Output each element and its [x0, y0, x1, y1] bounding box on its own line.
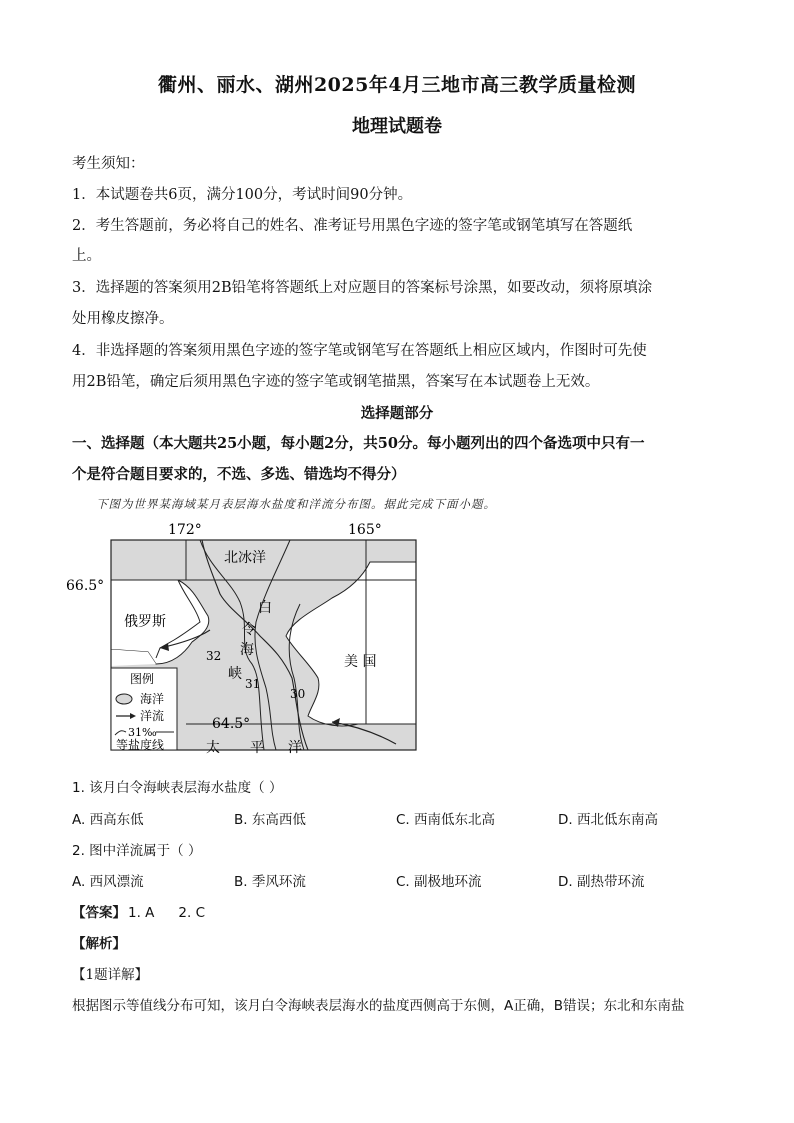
- salinity-current-map: [60, 518, 440, 768]
- notice-item-3-cont: 处用橡皮擦净。: [72, 311, 174, 327]
- label-lat-66-5: 66.5°: [66, 578, 105, 594]
- legend-ocean-label: 海洋: [140, 692, 165, 706]
- label-russia: 俄罗斯: [124, 614, 166, 630]
- label-bering-2: 令: [242, 622, 256, 638]
- legend-current-label: 洋流: [140, 709, 165, 723]
- label-pacific-1: 太: [206, 740, 220, 756]
- analysis-q1-text: 根据图示等值线分布可知，该月白令海峡表层海水的盐度西侧高于东侧，A正确，B错误；东北和东南盐: [72, 998, 685, 1014]
- notice-item-4-cont: 用2B铅笔，确定后须用黑色字迹的签字笔或钢笔描黑，答案写在本试题卷上无效。: [72, 374, 600, 390]
- answer-line: [72, 901, 205, 921]
- q1-option-a: A. 西高东低: [72, 812, 144, 828]
- answer-tag: 【答案】: [72, 905, 126, 921]
- section-title: 选择题部分: [360, 405, 434, 422]
- exam-subtitle: 地理试题卷: [352, 116, 442, 137]
- notice-heading: 考生须知：: [72, 156, 145, 172]
- answer-q2: 2. C: [178, 905, 206, 921]
- q1-option-d: D. 西北低东南高: [558, 812, 658, 828]
- answer-q1: 1. A: [128, 905, 155, 921]
- exam-title: 衢州、丽水、湖州2025年4月三地市高三教学质量检测: [157, 74, 637, 96]
- label-lat-64-5: 64.5°: [212, 716, 251, 732]
- q2-option-a: A. 西风漂流: [72, 874, 144, 890]
- q2-option-c: C. 副极地环流: [396, 874, 482, 890]
- label-usa: 美 国: [344, 654, 377, 670]
- legend-title: 图例: [130, 672, 155, 686]
- label-bering-4: 峡: [228, 666, 242, 682]
- q1-option-b: B. 东高西低: [234, 812, 306, 828]
- label-iso-31: 31: [245, 677, 261, 691]
- legend-isoline-value: 31‰: [128, 726, 157, 739]
- question-2-stem: 2. 图中洋流属于（ ）: [72, 843, 202, 859]
- label-pacific-2: 平: [250, 740, 264, 756]
- q1-option-c: C. 西南低东北高: [396, 812, 496, 828]
- analysis-q1-tag: 【1题详解】: [72, 967, 149, 983]
- legend-ocean-swatch: [116, 694, 132, 704]
- label-lon-165: 165°: [348, 522, 382, 538]
- label-iso-32: 32: [206, 649, 222, 663]
- notice-item-2-cont: 上。: [72, 248, 101, 264]
- label-iso-30: 30: [290, 687, 306, 701]
- section-instruction-2: 个是符合题目要求的，不选、多选、错选均不得分）: [72, 466, 406, 483]
- label-bering-1: 白: [258, 600, 272, 616]
- legend-isoline-label: 等盐度线: [116, 738, 165, 752]
- q2-option-d: D. 副热带环流: [558, 874, 645, 890]
- q2-option-b: B. 季风环流: [234, 874, 306, 890]
- notice-item-4: 4．非选择题的答案须用黑色字迹的签字笔或钢笔写在答题纸上相应区域内，作图时可先使: [72, 343, 647, 359]
- label-bering-3: 海: [240, 642, 254, 658]
- question-1-stem: 1. 该月白令海峡表层海水盐度（ ）: [72, 780, 283, 796]
- notice-item-3: 3．选择题的答案须用2B铅笔将答题纸上对应题目的答案标号涂黑，如要改动，须将原填涂: [72, 280, 653, 296]
- label-pacific-3: 洋: [288, 740, 302, 756]
- notice-item-1: 1．本试题卷共6页，满分100分，考试时间90分钟。: [72, 187, 413, 203]
- label-arctic-ocean: 北冰洋: [224, 550, 266, 566]
- notice-item-2: 2．考生答题前，务必将自己的姓名、准考证号用黑色字迹的签字笔或钢笔填写在答题纸: [72, 218, 633, 234]
- label-lon-172: 172°: [168, 522, 202, 538]
- section-instruction-1: 一、选择题（本大题共25小题，每小题2分，共50分。每小题列出的四个备选项中只有一: [72, 435, 645, 452]
- figure-intro: 下图为世界某海域某月表层海水盐度和洋流分布图。据此完成下面小题。: [96, 497, 496, 511]
- analysis-tag: 【解析】: [72, 936, 126, 952]
- map-legend: [111, 668, 177, 752]
